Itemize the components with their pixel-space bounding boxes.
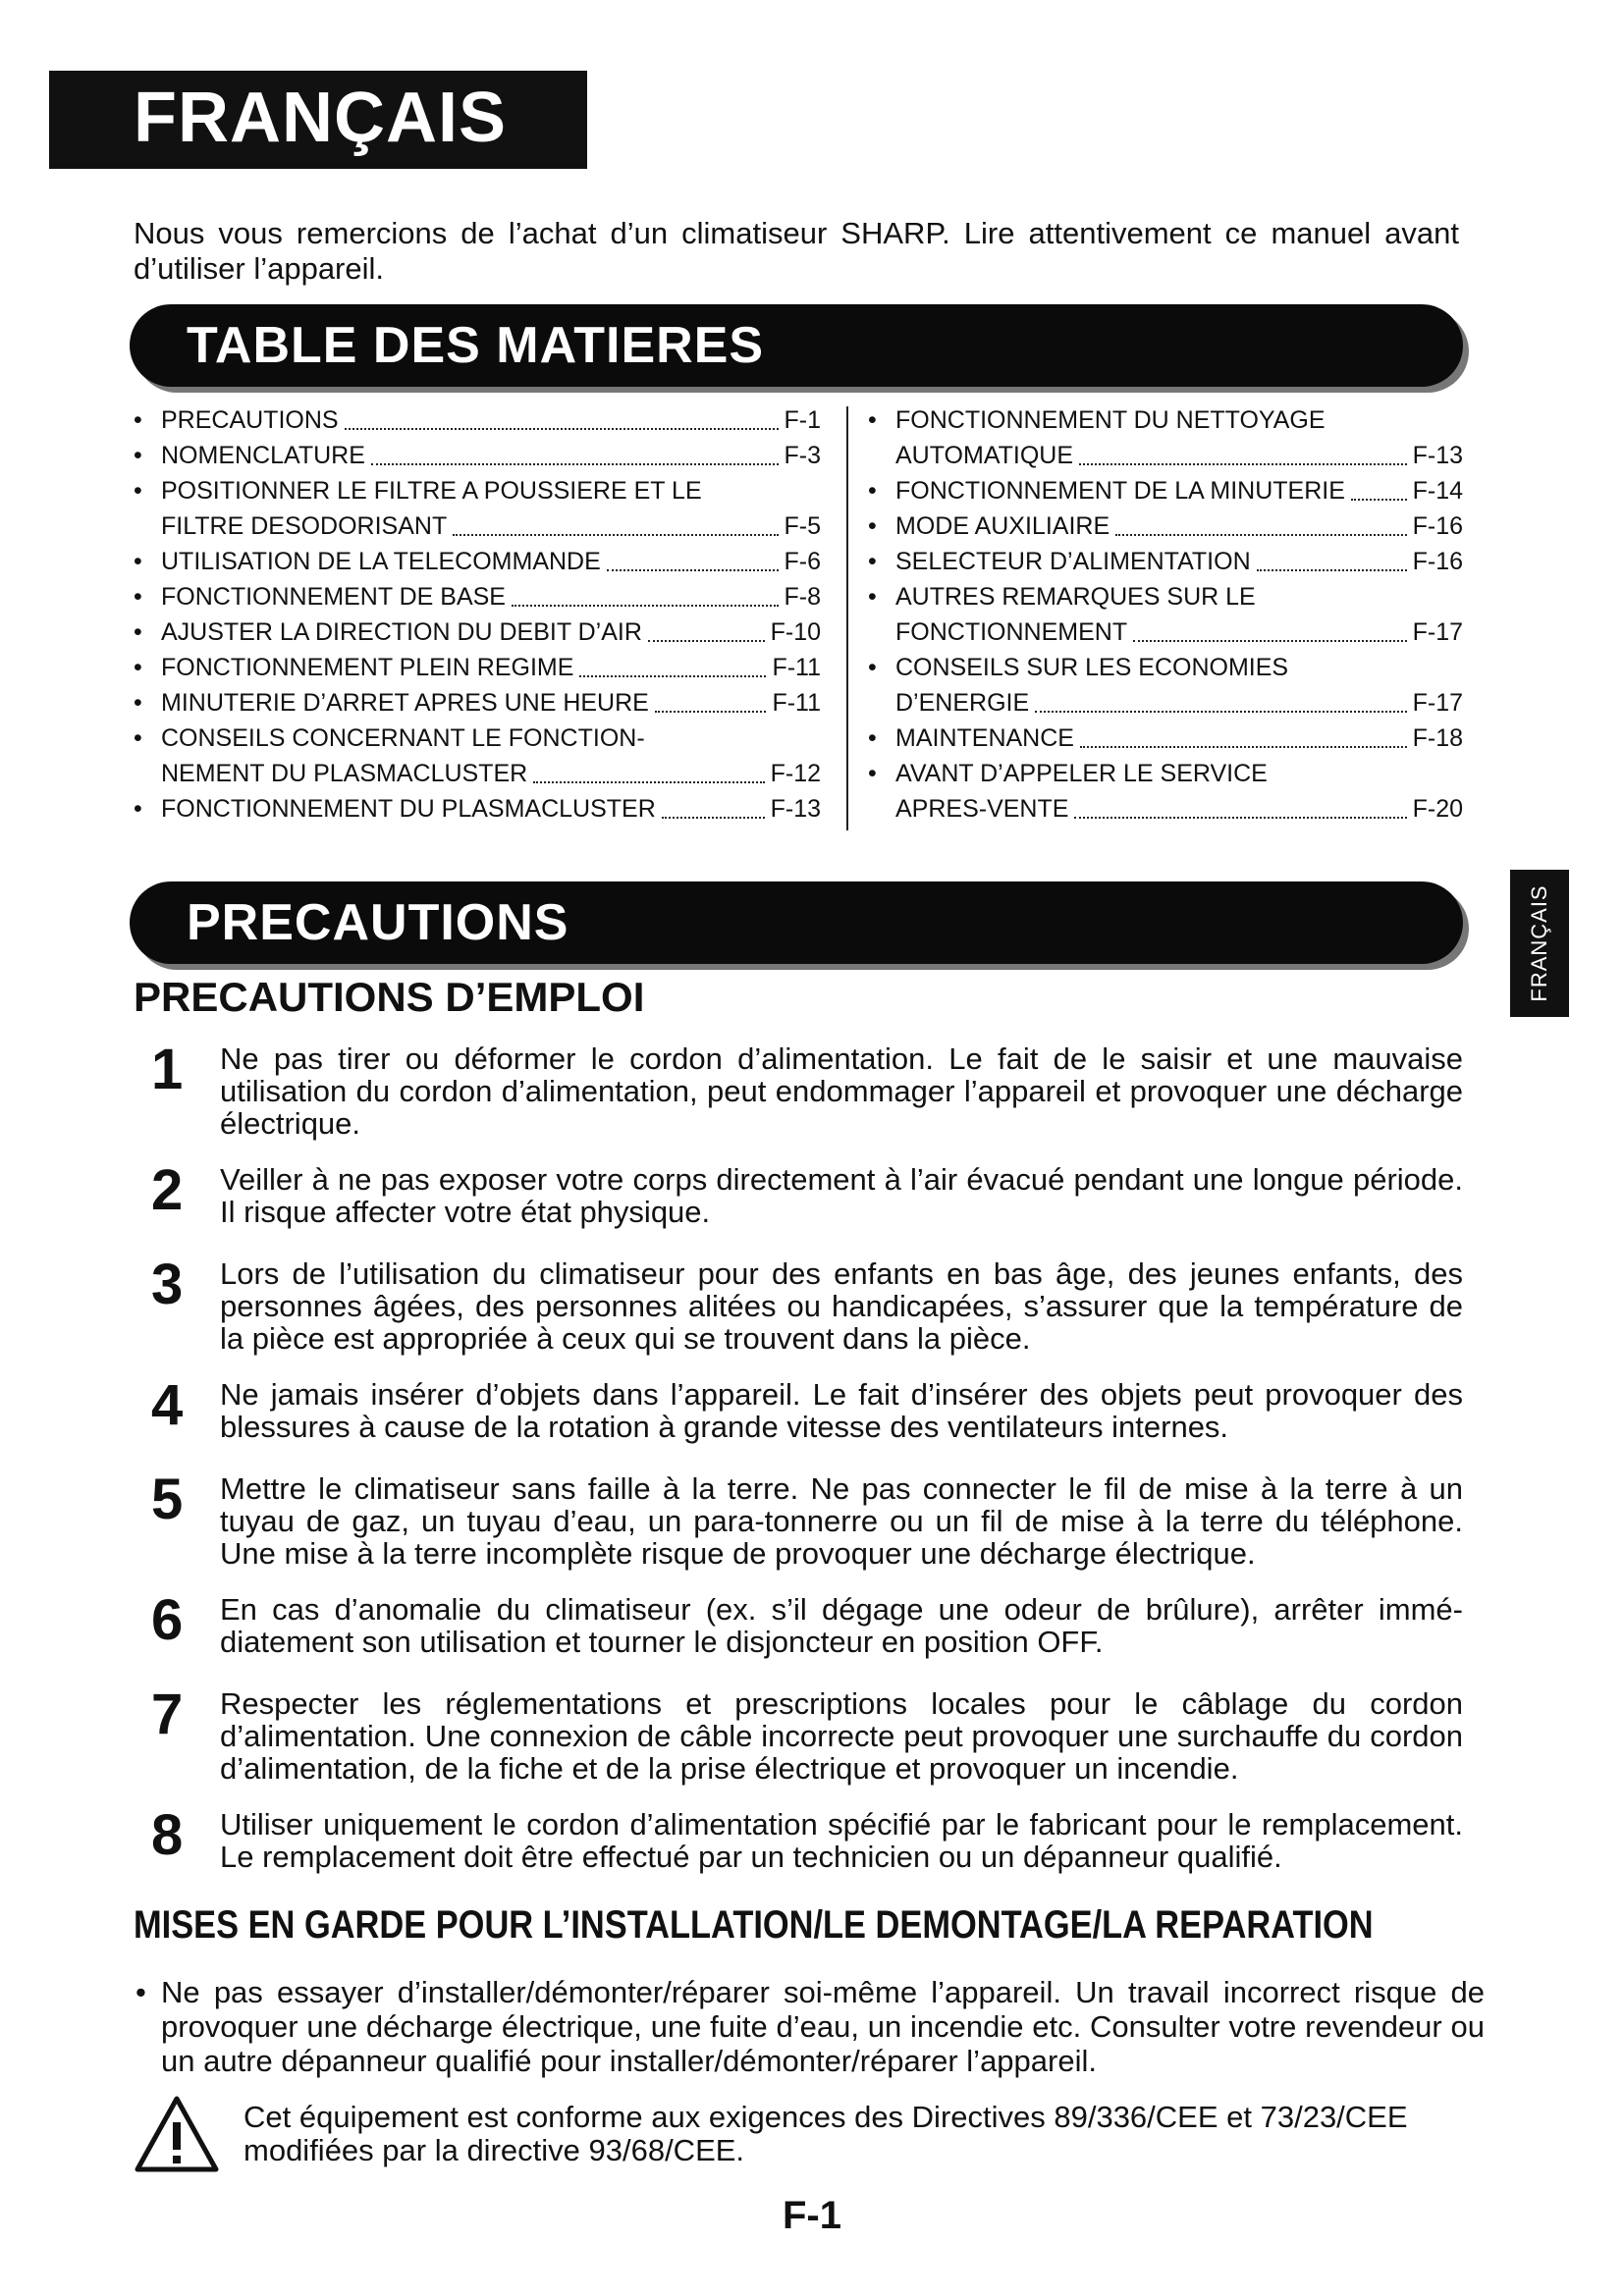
- toc-leader-dots: [453, 534, 778, 536]
- toc-item: [868, 579, 1463, 650]
- toc-item: [134, 579, 821, 614]
- toc-bullet: •: [868, 724, 877, 752]
- toc-title: TABLE DES MATIERES: [187, 317, 765, 374]
- precautions-list: [134, 1038, 1463, 1902]
- mises-en-garde-heading: MISES EN GARDE POUR L’INSTALLATION/LE DEMONTAGE/LA REPARATION: [134, 1903, 1374, 1947]
- toc-page-number: F-3: [784, 442, 821, 469]
- toc-page-number: F-5: [784, 512, 821, 540]
- toc-page-number: F-6: [784, 548, 821, 575]
- toc-item-label: SELECTEUR D’ALIMENTATION: [895, 548, 1251, 575]
- toc-item: [134, 402, 821, 438]
- precautions-banner-title: PRECAUTIONS: [187, 894, 569, 951]
- toc-item-label: UTILISATION DE LA TELECOMMANDE: [161, 548, 601, 575]
- toc-item: [134, 544, 821, 579]
- precaution-number: 5: [151, 1468, 184, 1531]
- toc-item: [134, 438, 821, 473]
- toc-banner: [130, 304, 1463, 387]
- precaution-item: [134, 1373, 1463, 1449]
- toc-page-number: F-8: [784, 583, 821, 611]
- toc-item-label: PRECAUTIONS: [161, 406, 339, 434]
- toc-item-label: APRES-VENTE: [895, 795, 1069, 823]
- toc-leader-dots: [1035, 711, 1406, 713]
- toc-item: [134, 650, 821, 685]
- toc-item-label: MODE AUXILIAIRE: [895, 512, 1110, 540]
- precaution-item: [134, 1803, 1463, 1879]
- precaution-number: 8: [151, 1803, 184, 1867]
- language-side-tab: [1510, 870, 1569, 1017]
- toc-item: [134, 721, 821, 791]
- toc-leader-dots: [1257, 569, 1407, 571]
- toc-item-label: CONSEILS SUR LES ECONOMIES: [895, 654, 1289, 681]
- toc-item-label: FONCTIONNEMENT PLEIN REGIME: [161, 654, 574, 681]
- toc-item: [868, 756, 1463, 827]
- toc-item: [868, 473, 1463, 508]
- toc-page-number: F-10: [770, 618, 821, 646]
- toc-page-number: F-20: [1412, 795, 1463, 823]
- precaution-number: 1: [151, 1038, 184, 1101]
- precaution-text: Respecter les réglementations et prescriptions locales pour le câblage du cordon d’alimentation. Une connexion de câble incorrecte peut provoquer une surchauffe du cordon d’alimentation, de la fiche et de la prise électrique et provoquer un incendie.: [220, 1686, 1463, 1786]
- precaution-number: 7: [151, 1682, 184, 1746]
- toc-bullet: •: [868, 477, 877, 505]
- toc-bullet: •: [134, 583, 142, 611]
- toc-item: [134, 473, 821, 544]
- toc-item-label: POSITIONNER LE FILTRE A POUSSIERE ET LE: [161, 477, 702, 505]
- mises-en-garde-text: Ne pas essayer d’installer/démonter/réparer soi-même l’appareil. Un travail incorrect risque de provoquer une décharge électrique, une fuite d’eau, un incendie etc. Consulter votre revendeur ou un autre dépanneur qualifié pour installer/démonter/réparer l’appareil.: [161, 1975, 1485, 2078]
- toc-leader-dots: [579, 675, 766, 677]
- side-tab-label: FRANÇAIS: [1527, 884, 1551, 1002]
- toc-item: [134, 685, 821, 721]
- toc-page-number: F-1: [784, 406, 821, 434]
- toc-bullet: •: [868, 406, 877, 434]
- toc-bullet: •: [134, 689, 142, 717]
- toc-item: [868, 650, 1463, 721]
- toc-page-number: F-13: [770, 795, 821, 823]
- toc-item: [868, 402, 1463, 473]
- toc-item-label: FONCTIONNEMENT DE BASE: [161, 583, 506, 611]
- precaution-text: Veiller à ne pas exposer votre corps directement à l’air évacué pendant une longue période. Il risque affecter votre état physique.: [220, 1162, 1463, 1229]
- page-number: F-1: [783, 2194, 841, 2237]
- toc-right-column: [868, 402, 1463, 827]
- precaution-text: Ne jamais insérer d’objets dans l’appareil. Le fait d’insérer des objets peut provoquer des blessures à cause de la rotation à grande vitesse des ventilateurs internes.: [220, 1377, 1463, 1444]
- toc-item-label: FONCTIONNEMENT: [895, 618, 1128, 646]
- toc-item-label: CONSEILS CONCERNANT LE FONCTION-: [161, 724, 645, 752]
- precautions-banner: [130, 881, 1463, 964]
- toc-leader-dots: [662, 817, 765, 819]
- toc-bullet: •: [868, 548, 877, 575]
- toc-item-label: AVANT D’APPELER LE SERVICE: [895, 760, 1268, 787]
- precaution-item: [134, 1038, 1463, 1141]
- toc-page-number: F-18: [1412, 724, 1463, 752]
- toc-leader-dots: [1351, 499, 1407, 501]
- toc-item: [868, 721, 1463, 756]
- precaution-text: Mettre le climatiseur sans faille à la terre. Ne pas connecter le fil de mise à la terre à un tuyau de gaz, un tuyau d’eau, un para-tonnerre ou un fil de mise à la terre du téléphone. Une mise à la terre incomplète risque de provoquer une décharge électrique.: [220, 1471, 1463, 1571]
- precaution-item: [134, 1158, 1463, 1234]
- toc-bullet: •: [134, 406, 142, 434]
- toc-leader-dots: [345, 428, 779, 430]
- toc-page-number: F-11: [772, 654, 821, 681]
- intro-text: Nous vous remercions de l’achat d’un climatiseur SHARP. Lire attentivement ce manuel avant d’utiliser l’appareil.: [134, 216, 1459, 286]
- language-title: FRANÇAIS: [134, 79, 507, 157]
- toc-bullet: •: [134, 548, 142, 575]
- toc-item: [868, 544, 1463, 579]
- toc-page-number: F-16: [1412, 548, 1463, 575]
- toc-leader-dots: [1074, 817, 1406, 819]
- toc-leader-dots: [1080, 746, 1407, 748]
- conformity-text: Cet équipement est conforme aux exigences des Directives 89/336/CEE et 73/23/CEE modifiées par la directive 93/68/CEE.: [244, 2100, 1408, 2167]
- toc-item-label: AUTRES REMARQUES SUR LE: [895, 583, 1256, 611]
- toc-item-label: D’ENERGIE: [895, 689, 1030, 717]
- precaution-item: [134, 1468, 1463, 1571]
- precaution-number: 6: [151, 1588, 184, 1652]
- precaution-number: 3: [151, 1253, 184, 1316]
- toc-page-number: F-11: [772, 689, 821, 717]
- toc-bullet: •: [134, 442, 142, 469]
- toc-item: [134, 614, 821, 650]
- toc-leader-dots: [607, 569, 779, 571]
- toc-page-number: F-14: [1412, 477, 1463, 505]
- toc-bullet: •: [134, 795, 142, 823]
- mises-en-garde-item: [135, 1975, 1485, 2078]
- toc-leader-dots: [371, 463, 779, 465]
- toc-bullet: •: [868, 512, 877, 540]
- toc-item-label: AUTOMATIQUE: [895, 442, 1074, 469]
- toc-item-label: FONCTIONNEMENT DE LA MINUTERIE: [895, 477, 1345, 505]
- precaution-item: [134, 1682, 1463, 1786]
- toc-bullet: •: [868, 760, 877, 787]
- toc-item-label: NOMENCLATURE: [161, 442, 365, 469]
- toc-bullet: •: [134, 477, 142, 505]
- toc-bullet: •: [134, 724, 142, 752]
- precautions-heading: PRECAUTIONS D’EMPLOI: [134, 974, 645, 1020]
- toc-item-label: FONCTIONNEMENT DU NETTOYAGE: [895, 406, 1326, 434]
- toc-page-number: F-12: [770, 760, 821, 787]
- toc-page-number: F-13: [1412, 442, 1463, 469]
- toc-leader-dots: [1115, 534, 1406, 536]
- toc-leader-dots: [512, 605, 779, 607]
- precaution-text: En cas d’anomalie du climatiseur (ex. s’il dégage une odeur de brûlure), arrêter immé-diatement son utilisation et tourner le disjoncteur en position OFF.: [220, 1592, 1463, 1659]
- toc-leader-dots: [648, 640, 765, 642]
- precaution-number: 4: [151, 1373, 184, 1437]
- toc-page-number: F-17: [1412, 618, 1463, 646]
- precaution-item: [134, 1253, 1463, 1356]
- toc-bullet: •: [134, 618, 142, 646]
- toc-divider: [846, 406, 848, 830]
- toc-item-label: FONCTIONNEMENT DU PLASMACLUSTER: [161, 795, 656, 823]
- precaution-text: Utiliser uniquement le cordon d’alimentation spécifié par le fabricant pour le remplacement. Le remplacement doit être effectué par un technicien ou un dépanneur qualifié.: [220, 1807, 1463, 1874]
- toc-item-label: NEMENT DU PLASMACLUSTER: [161, 760, 528, 787]
- toc-leader-dots: [1079, 463, 1407, 465]
- precaution-number: 2: [151, 1158, 184, 1222]
- toc-item-label: MINUTERIE D’ARRET APRES UNE HEURE: [161, 689, 649, 717]
- toc-left-column: [134, 402, 821, 827]
- precaution-text: Lors de l’utilisation du climatiseur pour des enfants en bas âge, des jeunes enfants, des personnes âgées, des personnes alitées ou handicapées, s’assurer que la température de la pièce est appropriée à ceux qui se trouvent dans la pièce.: [220, 1256, 1463, 1356]
- toc-bullet: •: [868, 654, 877, 681]
- warning-triangle-icon: [134, 2095, 220, 2173]
- toc-item: [134, 791, 821, 827]
- toc-page-number: F-16: [1412, 512, 1463, 540]
- toc-leader-dots: [1133, 640, 1406, 642]
- toc-item-label: FILTRE DESODORISANT: [161, 512, 448, 540]
- toc-leader-dots: [533, 781, 764, 783]
- precaution-item: [134, 1588, 1463, 1664]
- toc-leader-dots: [655, 711, 767, 713]
- toc-item: [868, 508, 1463, 544]
- toc-bullet: •: [134, 654, 142, 681]
- precaution-text: Ne pas tirer ou déformer le cordon d’alimentation. Le fait de le saisir et une mauvaise utilisation du cordon d’alimentation, peut endommager l’appareil et provoquer une décharge électrique.: [220, 1041, 1463, 1141]
- toc-bullet: •: [868, 583, 877, 611]
- toc-item-label: MAINTENANCE: [895, 724, 1074, 752]
- toc-item-label: AJUSTER LA DIRECTION DU DEBIT D’AIR: [161, 618, 642, 646]
- toc-page-number: F-17: [1412, 689, 1463, 717]
- bullet: •: [135, 1975, 146, 2009]
